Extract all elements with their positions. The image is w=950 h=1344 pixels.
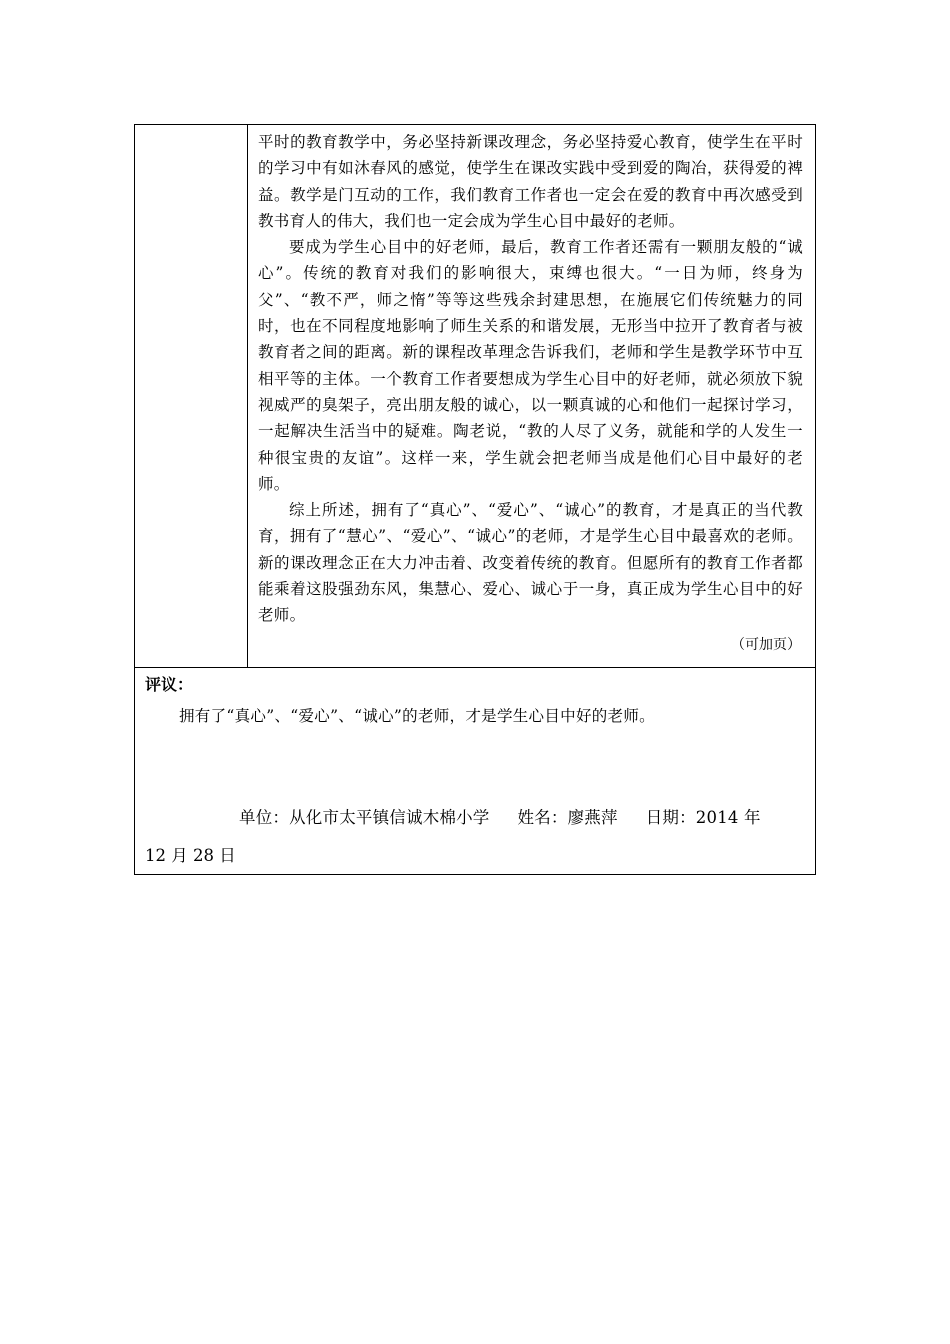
article-paragraph: 要成为学生心目中的好老师，最后，教育工作者还需有一颗朋友般的“诚心”。传统的教育对我们的影响很大，束缚也很大。“一日为师，终身为父”、“教不严，师之惰”等等这些残余封建思想，在施展它们传统魅力的同时，也在不同程度地影响了师生关系的和谐发展，无形当中拉开了教育者与被教育者之间的距离。新的课程改革理念告诉我们，老师和学生是教学环节中互相平等的主体。一个教育工作者要想成为学生心目中的好老师，就必须放下貌视威严的臭架子，亮出朋友般的诚心，以一颗真诚的心和他们一起探讨学习，一起解决生活当中的疑难。陶老说，“教的人尽了义务，就能和学的人发生一种很宝贵的友谊”。这样一来，学生就会把老师当成是他们心目中最好的老师。 bbox=[258, 238, 803, 493]
signature-line bbox=[239, 804, 761, 828]
article-paragraph: 综上所述，拥有了“真心”、“爱心”、“诚心”的教育，才是真正的当代教育，拥有了“慧心”、“爱心”、“诚心”的老师，才是学生心目中最喜欢的老师。新的课改理念正在大力冲击着、改变着传统的教育。但愿所有的教育工作者都能乘着这股强劲东风，集慧心、爱心、诚心于一身，真正成为学生心目中的好老师。 bbox=[258, 501, 803, 625]
add-page-note: （可加页） bbox=[731, 636, 801, 653]
review-title: 评议： bbox=[145, 674, 194, 694]
article-paragraph: 平时的教育教学中，务必坚持新课改理念，务必坚持爱心教育，使学生在平时的学习中有如沐春风的感觉，使学生在课改实践中受到爱的陶冶，获得爱的裨益。教学是门互动的工作，我们教育工作者也一定会在爱的教育中再次感受到教书育人的伟大，我们也一定会成为学生心目中最好的老师。 bbox=[258, 133, 803, 230]
review-row bbox=[135, 667, 816, 874]
review-comment: 拥有了“真心”、“爱心”、“诚心”的老师，才是学生心目中好的老师。 bbox=[179, 706, 655, 725]
article-form-table bbox=[134, 124, 816, 875]
name-field: 姓名：廖燕萍 bbox=[517, 807, 618, 827]
unit-field: 单位：从化市太平镇信诚木棉小学 bbox=[239, 807, 490, 827]
review-cell bbox=[135, 667, 816, 874]
date-field: 日期：2014 年 bbox=[645, 807, 761, 827]
date-continuation: 12 月 28 日 bbox=[145, 845, 236, 865]
article-body-cell bbox=[248, 125, 816, 668]
blank-label-cell bbox=[135, 125, 248, 668]
article-row bbox=[135, 125, 816, 668]
